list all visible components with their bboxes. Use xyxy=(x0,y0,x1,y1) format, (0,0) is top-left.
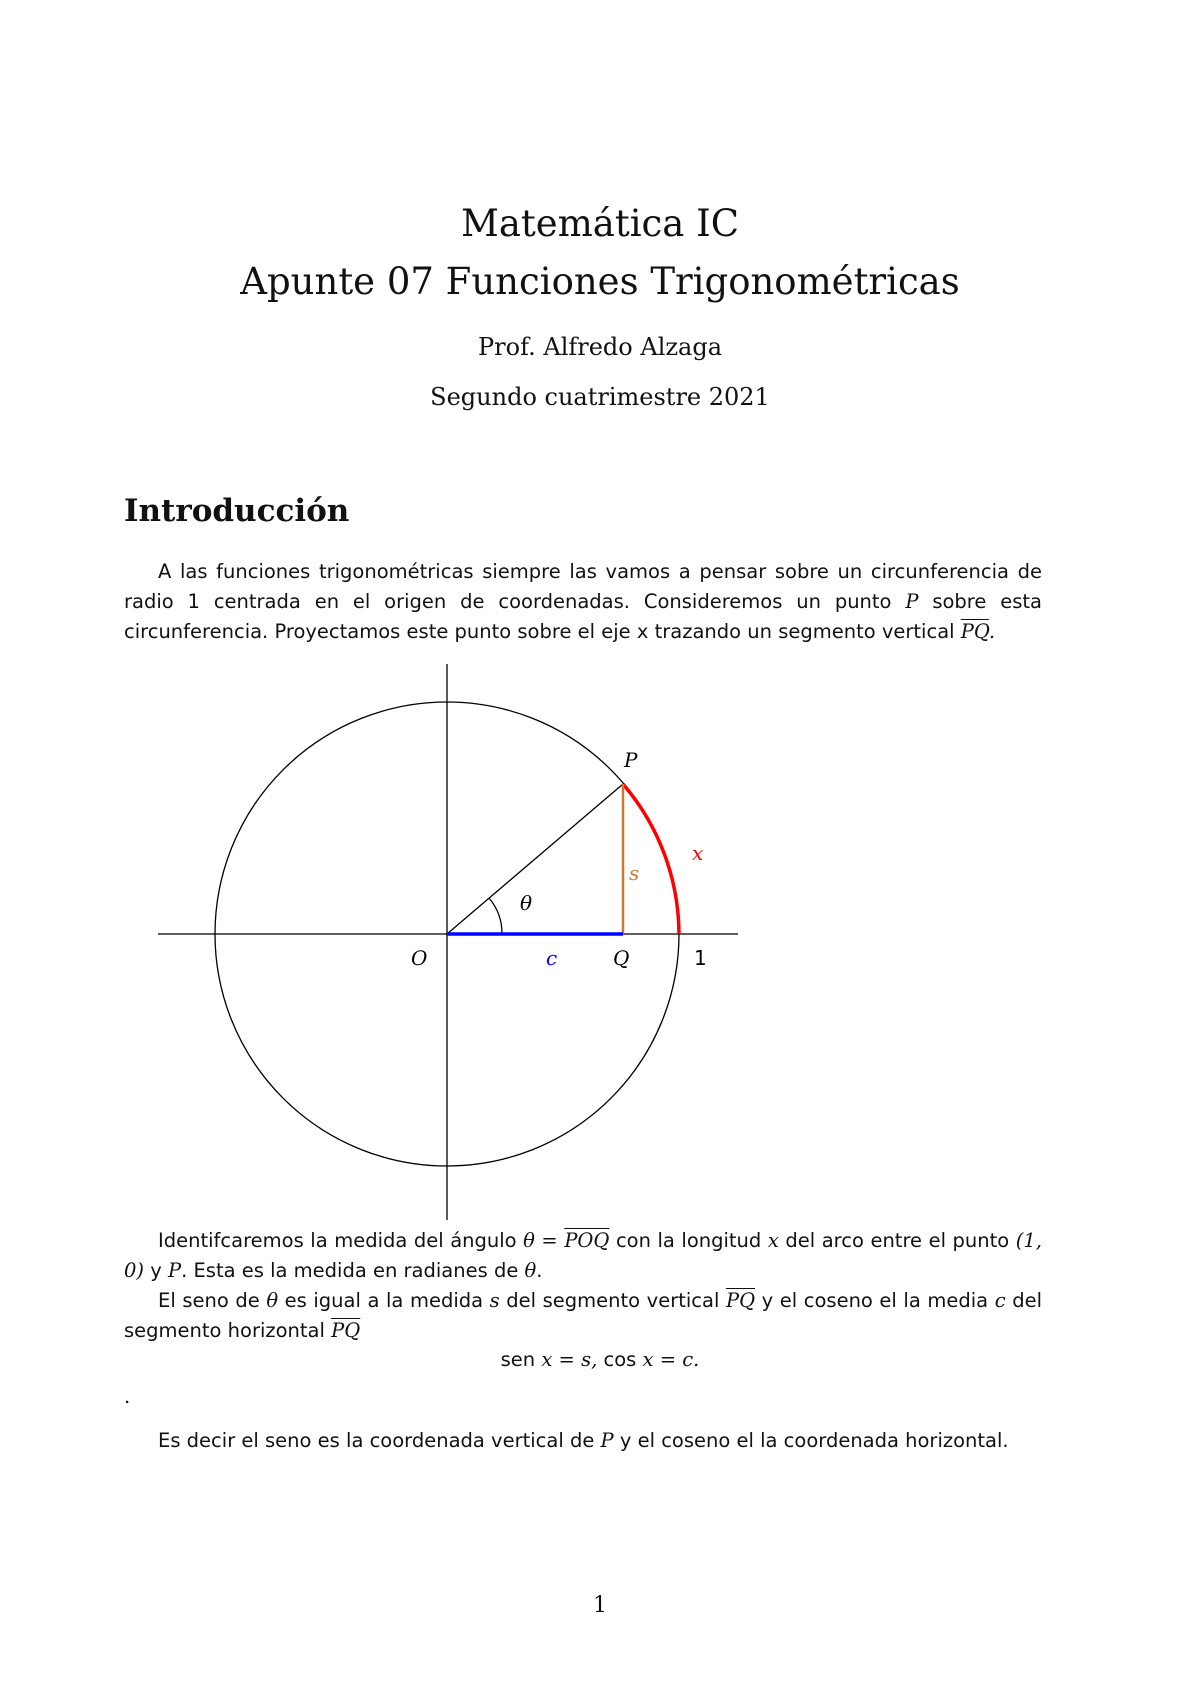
angle-arc xyxy=(489,898,502,934)
label-x: x xyxy=(692,841,704,865)
section-heading: Introducción xyxy=(124,493,350,529)
author: Prof. Alfredo Alzaga xyxy=(478,333,722,361)
intro-paragraph: A las funciones trigonométricas siempre las vamos a pensar sobre un circunferencia de radio 1 centrada en el origen de coordenadas. Consideremos un punto P sobre esta circunferencia. Proyectamos este punto sobre el eje x trazando un segmento vertical $\overline{PQ}$. xyxy=(124,560,1043,643)
arc-paragraph: Identifcaremos la medida del ángulo $\theta = \overline{POQ}$ con la longitud x del arco entre el punto (1, 0) y P. Esta es la medida en radianes de θ. xyxy=(124,1229,1042,1282)
sine-cosine-paragraph: El seno de θ es igual a la medida s del segmento vertical $\overline{PQ}$ y el coseno el la media c del segmento horizontal $\overline{PQ}$ xyxy=(124,1289,1042,1342)
label-p: P xyxy=(624,748,638,772)
title-block xyxy=(0,195,1200,411)
label-c: c xyxy=(546,946,558,970)
radius-op xyxy=(447,784,623,934)
label-theta: θ xyxy=(520,891,533,915)
label-o: O xyxy=(411,946,428,970)
conclusion-paragraph: Es decir el seno es la coordenada vertical de P y el coseno el la coordenada horizontal. xyxy=(158,1429,1009,1452)
sine-cosine-formula: sen x = s, cos x = c. xyxy=(500,1348,700,1371)
date: Segundo cuatrimestre 2021 xyxy=(430,383,770,411)
label-s: s xyxy=(629,861,640,885)
document-title: Matemática IC xyxy=(460,202,740,245)
label-one: 1 xyxy=(694,946,707,970)
document-subtitle: Apunte 07 Funciones Trigonométricas xyxy=(240,260,960,303)
unit-circle-figure xyxy=(0,660,1200,1230)
label-q: Q xyxy=(613,946,630,970)
arc-x xyxy=(623,784,679,934)
page-number: 1 xyxy=(593,1593,607,1618)
stray-dot: . xyxy=(124,1385,131,1408)
